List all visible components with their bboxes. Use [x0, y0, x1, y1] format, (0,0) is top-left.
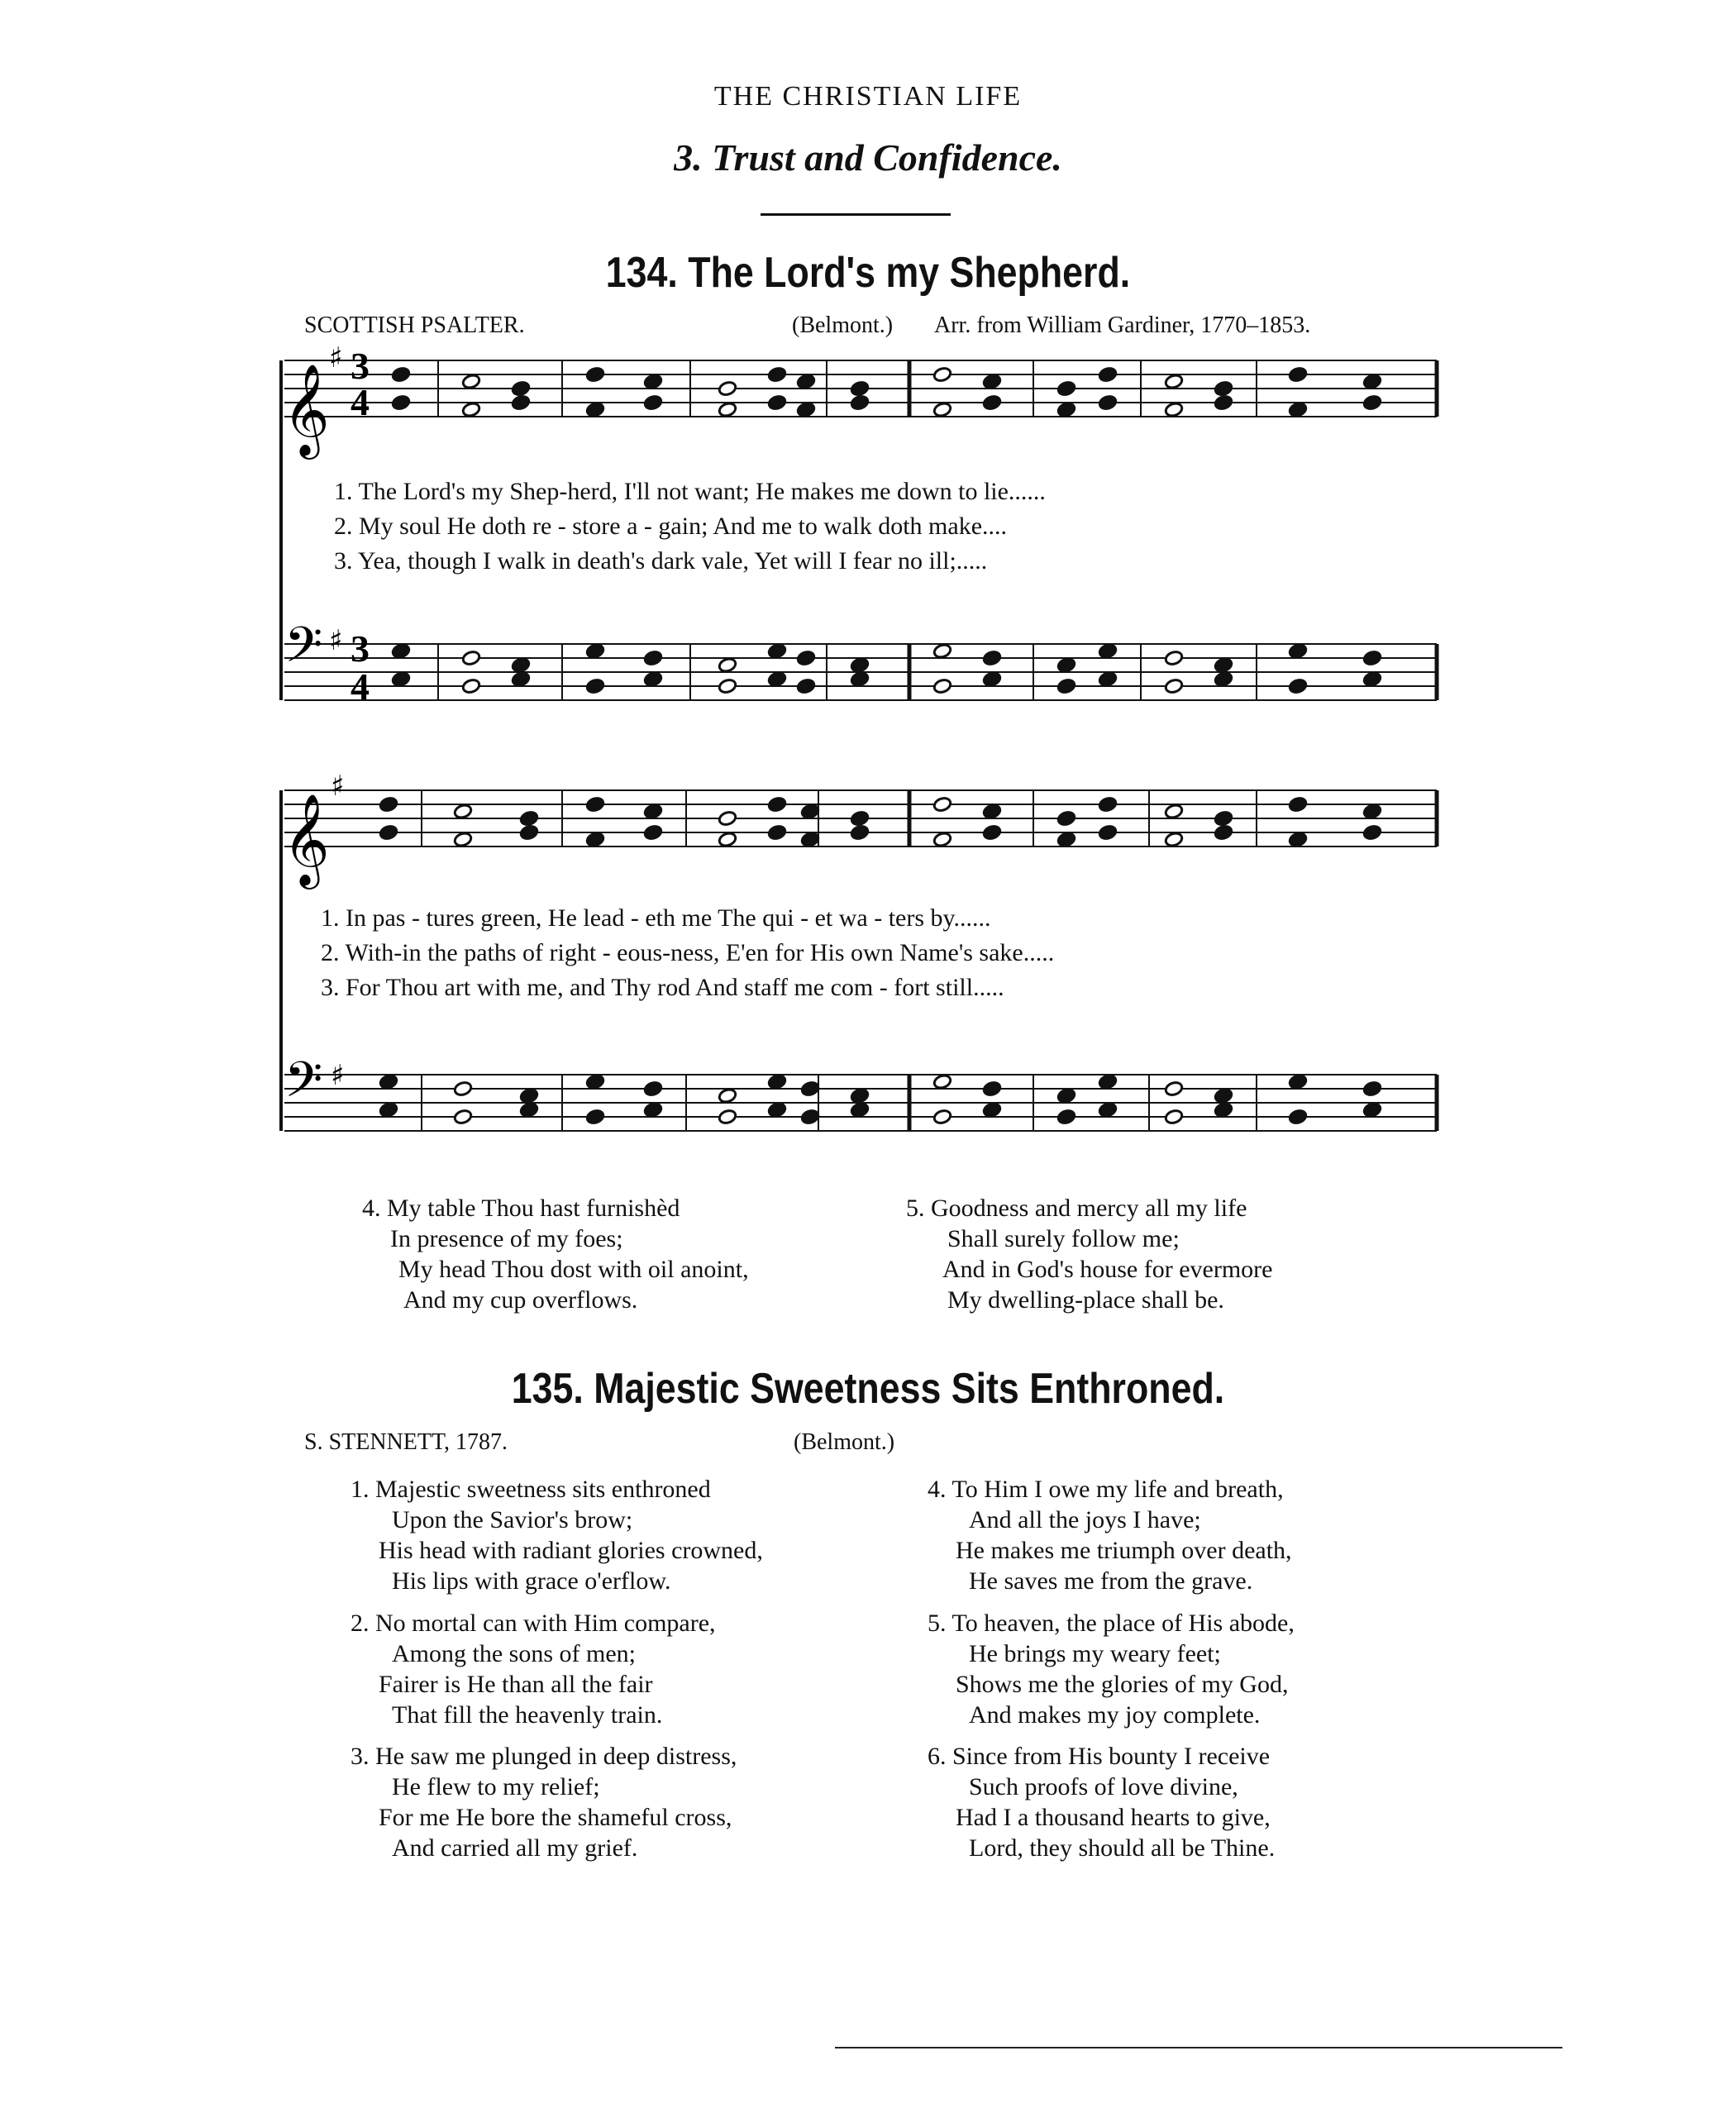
- note-head: [1056, 678, 1076, 694]
- note-head: [767, 1102, 787, 1118]
- note-head: [982, 804, 1002, 820]
- note-head: [850, 671, 870, 688]
- note-head: [391, 671, 411, 688]
- note-head: [982, 1080, 1002, 1097]
- note-head: [519, 1088, 539, 1104]
- note-head: [796, 650, 816, 666]
- note-head: [767, 1074, 787, 1090]
- hymn-134-stanza-4: [362, 1193, 749, 1315]
- note-head: [1214, 394, 1233, 411]
- note-head: [643, 374, 663, 390]
- note-head: [932, 678, 952, 694]
- note-head: [767, 643, 787, 660]
- note-head: [519, 810, 539, 827]
- note-head: [1056, 1088, 1076, 1104]
- note-head: [643, 804, 663, 820]
- note-head: [932, 1074, 952, 1090]
- note-head: [1098, 394, 1118, 411]
- note-head: [1214, 824, 1233, 841]
- note-head: [511, 657, 531, 674]
- note-head: [1056, 402, 1076, 418]
- note-head: [1288, 366, 1308, 383]
- hymn-134-author: SCOTTISH PSALTER.: [304, 312, 525, 338]
- hymn-135-tune: (Belmont.): [794, 1429, 895, 1455]
- note-head: [1098, 366, 1118, 383]
- note-head: [461, 650, 481, 666]
- key-sharp-icon: ♯: [329, 341, 343, 374]
- staff-lines: [281, 360, 1437, 1131]
- note-head: [718, 1088, 737, 1104]
- stanza-line: He makes me triumph over death,: [956, 1537, 1292, 1564]
- stanza-line: Among the sons of men;: [392, 1640, 636, 1667]
- note-head: [585, 1074, 605, 1090]
- note-head: [932, 796, 952, 813]
- note-head: [643, 394, 663, 411]
- hymn-135-stanza-1: [351, 1474, 763, 1596]
- note-head: [643, 1102, 663, 1118]
- note-head: [767, 796, 787, 813]
- lyric-line-1: 1. The Lord's my Shep-herd, I'll not want; He makes me down to lie......: [334, 478, 1046, 505]
- note-head: [718, 678, 737, 694]
- stanza-line: Lord, they should all be Thine.: [969, 1834, 1276, 1862]
- stanza-line: Such proofs of love divine,: [969, 1773, 1238, 1800]
- note-head: [850, 380, 870, 397]
- note-head: [1362, 1102, 1382, 1118]
- note-head: [932, 366, 952, 383]
- note-head: [1056, 657, 1076, 674]
- stanza-line: That fill the heavenly train.: [392, 1701, 663, 1729]
- note-head: [511, 380, 531, 397]
- note-head: [453, 1109, 473, 1125]
- note-head: [585, 832, 605, 848]
- stanza-line: And all the joys I have;: [969, 1506, 1201, 1533]
- note-head: [1362, 1080, 1382, 1097]
- hymn-134-stanza-5: [906, 1193, 1272, 1315]
- treble-clef-icon: 𝄞: [283, 793, 330, 885]
- note-head: [1164, 1080, 1184, 1097]
- lyric-line-2: 2. With-in the paths of right - eous-ness, E'en for His own Name's sake.....: [321, 939, 1055, 966]
- stanza-line: Shows me the glories of my God,: [956, 1671, 1289, 1698]
- time-signature-bottom: 4: [351, 381, 370, 423]
- note-head: [1214, 671, 1233, 688]
- stanza-line: 5. To heaven, the place of His abode,: [928, 1610, 1295, 1637]
- key-sharp-icon: ♯: [331, 1059, 345, 1092]
- note-head: [511, 671, 531, 688]
- note-head: [800, 1080, 820, 1097]
- note-head: [511, 394, 531, 411]
- hymn-135-stanza-3: [351, 1741, 737, 1863]
- stanza-line: 6. Since from His bounty I receive: [928, 1743, 1271, 1770]
- note-head: [1164, 678, 1184, 694]
- stanza-line: Had I a thousand hearts to give,: [956, 1804, 1271, 1831]
- note-head: [796, 678, 816, 694]
- stanza-line: 3. He saw me plunged in deep distress,: [351, 1743, 737, 1770]
- note-head: [585, 643, 605, 660]
- note-head: [800, 804, 820, 820]
- note-head: [585, 1109, 605, 1125]
- stanza-line: He saves me from the grave.: [969, 1567, 1253, 1595]
- note-head: [1098, 1074, 1118, 1090]
- hymn-135-stanza-5: [928, 1608, 1295, 1730]
- note-head: [718, 832, 737, 848]
- footer-rule: [835, 2047, 1562, 2048]
- note-head: [1362, 374, 1382, 390]
- hymn-134-title: 134. The Lord's my Shepherd.: [605, 249, 1131, 297]
- stanza-line: His head with radiant glories crowned,: [379, 1537, 763, 1564]
- stanza-line: 1. Majestic sweetness sits enthroned: [351, 1476, 711, 1503]
- note-head: [1214, 810, 1233, 827]
- lyric-line-3: 3. Yea, though I walk in death's dark vale, Yet will I fear no ill;.....: [334, 547, 988, 575]
- note-head: [391, 366, 411, 383]
- note-head: [932, 402, 952, 418]
- note-head: [982, 1102, 1002, 1118]
- stanza-line: 2. No mortal can with Him compare,: [351, 1610, 716, 1637]
- note-head: [1362, 804, 1382, 820]
- note-head: [932, 1109, 952, 1125]
- note-head: [982, 650, 1002, 666]
- stanza-line: In presence of my foes;: [390, 1225, 623, 1252]
- section-title: 3. Trust and Confidence.: [674, 136, 1062, 179]
- note-head: [982, 824, 1002, 841]
- note-head: [1214, 1102, 1233, 1118]
- note-head: [1288, 402, 1308, 418]
- treble-clef-icon: 𝄞: [283, 363, 330, 455]
- note-head: [461, 374, 481, 390]
- note-head: [1164, 832, 1184, 848]
- note-head: [1288, 1074, 1308, 1090]
- note-head: [1288, 1109, 1308, 1125]
- note-head: [850, 810, 870, 827]
- note-head: [643, 1080, 663, 1097]
- section-header: THE CHRISTIAN LIFE: [713, 81, 1023, 112]
- note-head: [850, 1088, 870, 1104]
- stanza-line: 4. To Him I owe my life and breath,: [928, 1476, 1284, 1503]
- bass-clef-icon: 𝄢: [284, 616, 323, 685]
- bass-clef-icon: 𝄢: [284, 1051, 323, 1120]
- hymn-135-stanza-4: [928, 1474, 1292, 1596]
- lyric-line-3: 3. For Thou art with me, and Thy rod And staff me com - fort still.....: [321, 974, 1004, 1001]
- note-head: [767, 824, 787, 841]
- note-head: [379, 824, 398, 841]
- note-head: [1362, 394, 1382, 411]
- note-head: [850, 1102, 870, 1118]
- note-head: [718, 1109, 737, 1125]
- note-head: [718, 657, 737, 674]
- note-head: [718, 402, 737, 418]
- note-head: [1164, 804, 1184, 820]
- note-head: [1164, 402, 1184, 418]
- note-head: [1214, 657, 1233, 674]
- hymn-135-author: S. STENNETT, 1787.: [304, 1429, 508, 1455]
- note-head: [1214, 380, 1233, 397]
- note-head: [1164, 1109, 1184, 1125]
- stanza-line: And my cup overflows.: [403, 1286, 638, 1314]
- note-head: [585, 366, 605, 383]
- stanza-line: 5. Goodness and mercy all my life: [906, 1195, 1247, 1222]
- note-head: [850, 394, 870, 411]
- stanza-line: My dwelling-place shall be.: [947, 1286, 1224, 1314]
- note-head: [718, 380, 737, 397]
- note-head: [1362, 671, 1382, 688]
- note-head: [932, 643, 952, 660]
- note-head: [1098, 671, 1118, 688]
- note-head: [796, 374, 816, 390]
- hymn-135-stanza-6: [928, 1741, 1275, 1863]
- stanza-line: 4. My table Thou hast furnishèd: [362, 1195, 680, 1222]
- note-head: [643, 650, 663, 666]
- note-head: [800, 832, 820, 848]
- note-head: [1288, 643, 1308, 660]
- time-signature-bottom: 4: [351, 665, 370, 708]
- hymn-135-title: 135. Majestic Sweetness Sits Enthroned.: [511, 1365, 1225, 1413]
- note-head: [1098, 824, 1118, 841]
- time-signature-top: 3: [351, 627, 370, 670]
- note-head: [1056, 1109, 1076, 1125]
- note-head: [1056, 810, 1076, 827]
- note-head: [1362, 824, 1382, 841]
- time-signature-top: 3: [351, 345, 370, 387]
- note-head: [1288, 678, 1308, 694]
- note-head: [643, 824, 663, 841]
- note-head: [982, 374, 1002, 390]
- note-head: [1056, 380, 1076, 397]
- note-head: [796, 402, 816, 418]
- note-head: [718, 810, 737, 827]
- note-head: [1098, 643, 1118, 660]
- note-head: [1214, 1088, 1233, 1104]
- note-head: [453, 804, 473, 820]
- note-head: [461, 402, 481, 418]
- stanza-line: Shall surely follow me;: [947, 1225, 1180, 1252]
- note-head: [932, 832, 952, 848]
- stanza-line: And makes my joy complete.: [969, 1701, 1261, 1729]
- note-head: [767, 671, 787, 688]
- note-head: [453, 1080, 473, 1097]
- note-head: [1098, 796, 1118, 813]
- note-head: [850, 824, 870, 841]
- note-head: [391, 643, 411, 660]
- note-head: [643, 671, 663, 688]
- hymn-134-tune: (Belmont.): [792, 312, 894, 338]
- stanza-line: Upon the Savior's brow;: [392, 1506, 633, 1533]
- lyric-line-2: 2. My soul He doth re - store a - gain; And me to walk doth make....: [334, 513, 1008, 540]
- note-head: [1288, 796, 1308, 813]
- note-head: [461, 678, 481, 694]
- note-head: [585, 678, 605, 694]
- stanza-line: And carried all my grief.: [392, 1834, 638, 1862]
- note-head: [850, 657, 870, 674]
- stanza-line: He flew to my relief;: [392, 1773, 600, 1800]
- note-head: [1164, 650, 1184, 666]
- note-head: [379, 1074, 398, 1090]
- hymn-134-composer: Arr. from William Gardiner, 1770–1853.: [934, 312, 1311, 338]
- stanza-line: And in God's house for evermore: [942, 1256, 1273, 1283]
- key-sharp-icon: ♯: [329, 624, 343, 657]
- stanza-line: Fairer is He than all the fair: [379, 1671, 653, 1698]
- note-head: [585, 796, 605, 813]
- note-head: [379, 1102, 398, 1118]
- note-head: [767, 366, 787, 383]
- lyric-line-1: 1. In pas - tures green, He lead - eth me The qui - et wa - ters by......: [321, 904, 991, 932]
- note-head: [585, 402, 605, 418]
- note-head: [982, 394, 1002, 411]
- note-head: [379, 796, 398, 813]
- stanza-line: He brings my weary feet;: [969, 1640, 1221, 1667]
- note-head: [767, 394, 787, 411]
- note-head: [453, 832, 473, 848]
- stanza-line: His lips with grace o'erflow.: [392, 1567, 671, 1595]
- stanza-line: For me He bore the shameful cross,: [379, 1804, 732, 1831]
- stanza-line: My head Thou dost with oil anoint,: [398, 1256, 749, 1283]
- note-head: [519, 824, 539, 841]
- note-head: [1098, 1102, 1118, 1118]
- note-head: [1288, 832, 1308, 848]
- note-head: [519, 1102, 539, 1118]
- note-head: [800, 1109, 820, 1125]
- note-head: [1056, 832, 1076, 848]
- note-head: [391, 394, 411, 411]
- clef-and-key-signs: [283, 341, 370, 1120]
- note-head: [1164, 374, 1184, 390]
- note-head: [982, 671, 1002, 688]
- key-sharp-icon: ♯: [331, 770, 345, 803]
- note-head: [1362, 650, 1382, 666]
- hymn-135-stanza-2: [351, 1608, 716, 1730]
